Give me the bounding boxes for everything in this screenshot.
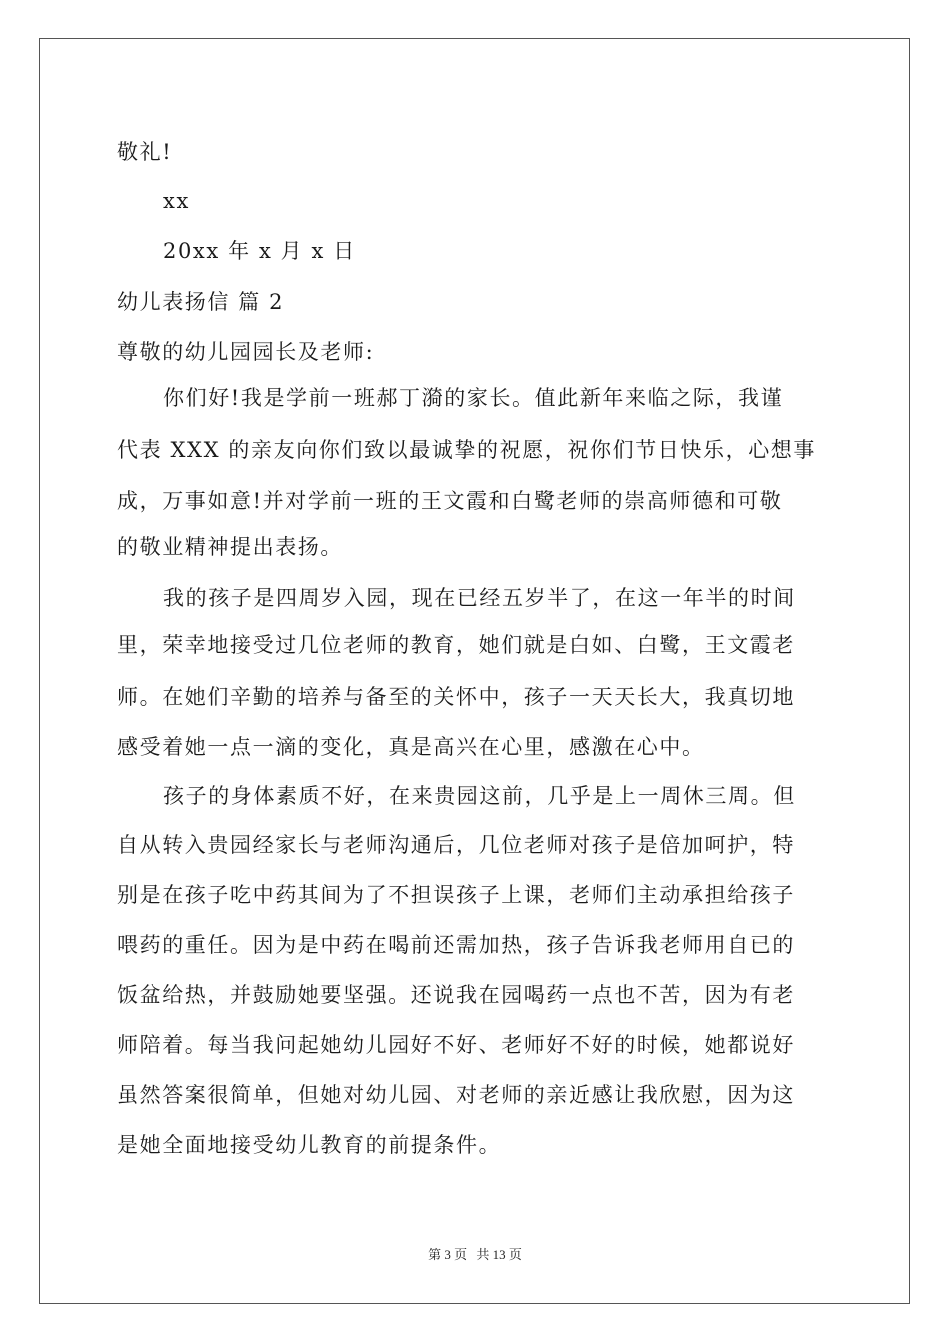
paragraph-line: 你们好!我是学前一班郝丁漪的家长。值此新年来临之际，我谨 bbox=[163, 386, 784, 410]
paragraph-line: 代表 XXX 的亲友向你们致以最诚挚的祝愿，祝你们节日快乐，心想事 bbox=[117, 438, 816, 462]
paragraph-line: 别是在孩子吃中药其间为了不担误孩子上课，老师们主动承担给孩子 bbox=[117, 883, 795, 907]
paragraph-line: 我的孩子是四周岁入园，现在已经五岁半了，在这一年半的时间 bbox=[163, 586, 796, 610]
paragraph-line: 孩子的身体素质不好，在来贵园这前，几乎是上一周休三周。但 bbox=[163, 784, 796, 808]
paragraph-line: 自从转入贵园经家长与老师沟通后，几位老师对孩子是倍加呵护，特 bbox=[117, 833, 795, 857]
page-border bbox=[39, 38, 910, 1304]
paragraph-line: 师陪着。每当我问起她幼儿园好不好、老师好不好的时候，她都说好 bbox=[117, 1033, 795, 1057]
closing-salute: 敬礼! bbox=[117, 140, 173, 164]
paragraph-line: 是她全面地接受幼儿教育的前提条件。 bbox=[117, 1133, 502, 1157]
paragraph-line: 师。在她们辛勤的培养与备至的关怀中，孩子一天天长大，我真切地 bbox=[117, 685, 795, 709]
page-footer bbox=[0, 1245, 950, 1265]
salutation: 尊敬的幼儿园园长及老师: bbox=[117, 340, 375, 364]
paragraph-line: 里，荣幸地接受过几位老师的教育，她们就是白如、白鹭，王文霞老 bbox=[117, 633, 795, 657]
paragraph-line: 成，万事如意!并对学前一班的王文霞和白鹭老师的崇高师德和可敬 bbox=[117, 489, 783, 513]
page-total: 共 13 页 bbox=[476, 1247, 522, 1262]
paragraph-line: 的敬业精神提出表扬。 bbox=[117, 535, 343, 559]
letter-date: 20xx 年 x 月 x 日 bbox=[163, 239, 356, 263]
signature: xx bbox=[163, 189, 190, 213]
paragraph-line: 虽然答案很简单，但她对幼儿园、对老师的亲近感让我欣慰，因为这 bbox=[117, 1083, 795, 1107]
section-title: 幼儿表扬信 篇 2 bbox=[117, 290, 285, 314]
paragraph-line: 喂药的重任。因为是中药在喝前还需加热，孩子告诉我老师用自已的 bbox=[117, 933, 795, 957]
paragraph-line: 感受着她一点一滴的变化，真是高兴在心里，感激在心中。 bbox=[117, 735, 705, 759]
page-number: 第 3 页 bbox=[428, 1247, 468, 1262]
paragraph-line: 饭盆给热，并鼓励她要坚强。还说我在园喝药一点也不苦，因为有老 bbox=[117, 983, 795, 1007]
